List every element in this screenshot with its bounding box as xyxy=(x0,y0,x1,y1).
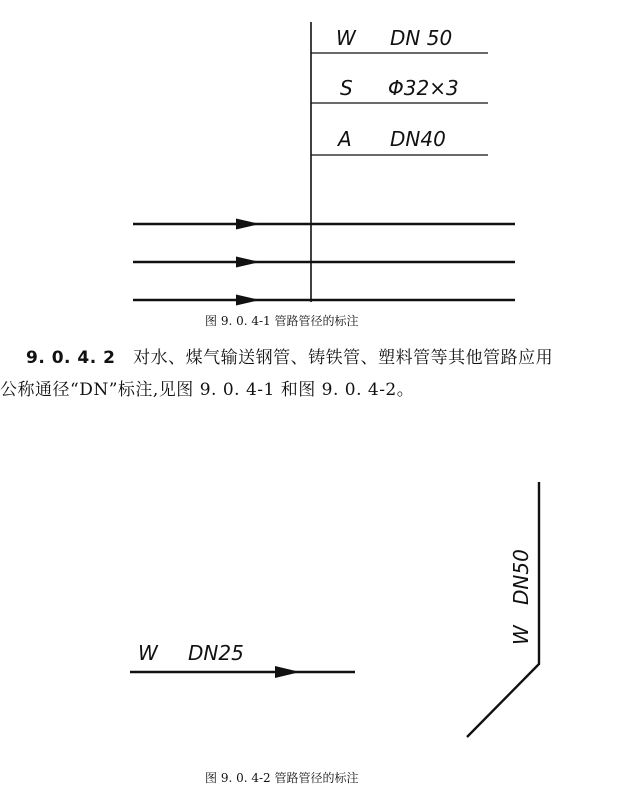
label-code-2: S xyxy=(340,76,353,100)
label-code-3: A xyxy=(338,127,352,151)
label-size-3: DN40 xyxy=(390,127,446,151)
paragraph-text-1: 对水、煤气输送钢管、铸铁管、塑料管等其他管路应用 xyxy=(133,348,554,368)
label-size-2: Φ32×3 xyxy=(388,76,459,100)
figure-2-caption: 图 9. 0. 4-2 管路管径的标注 xyxy=(205,771,359,785)
label-size-1: DN 50 xyxy=(390,26,453,50)
pipe-dn25-code: W xyxy=(138,641,158,665)
pipe-dn50-label xyxy=(509,549,533,645)
pipe-dn50-code: W xyxy=(509,625,533,645)
section-number: 9. 0. 4. 2 xyxy=(26,348,116,368)
pipe-dn50-line xyxy=(467,482,539,737)
pipe-dn50-size: DN50 xyxy=(509,549,533,605)
paragraph-line-2: 公称通径“DN”标注,见图 9. 0. 4-1 和图 9. 0. 4-2。 xyxy=(0,380,415,400)
flow-arrow-dn25 xyxy=(275,666,300,678)
figure-1-caption: 图 9. 0. 4-1 管路管径的标注 xyxy=(205,314,359,328)
pipe-dn25-size: DN25 xyxy=(188,641,244,665)
label-code-1: W xyxy=(336,26,356,50)
